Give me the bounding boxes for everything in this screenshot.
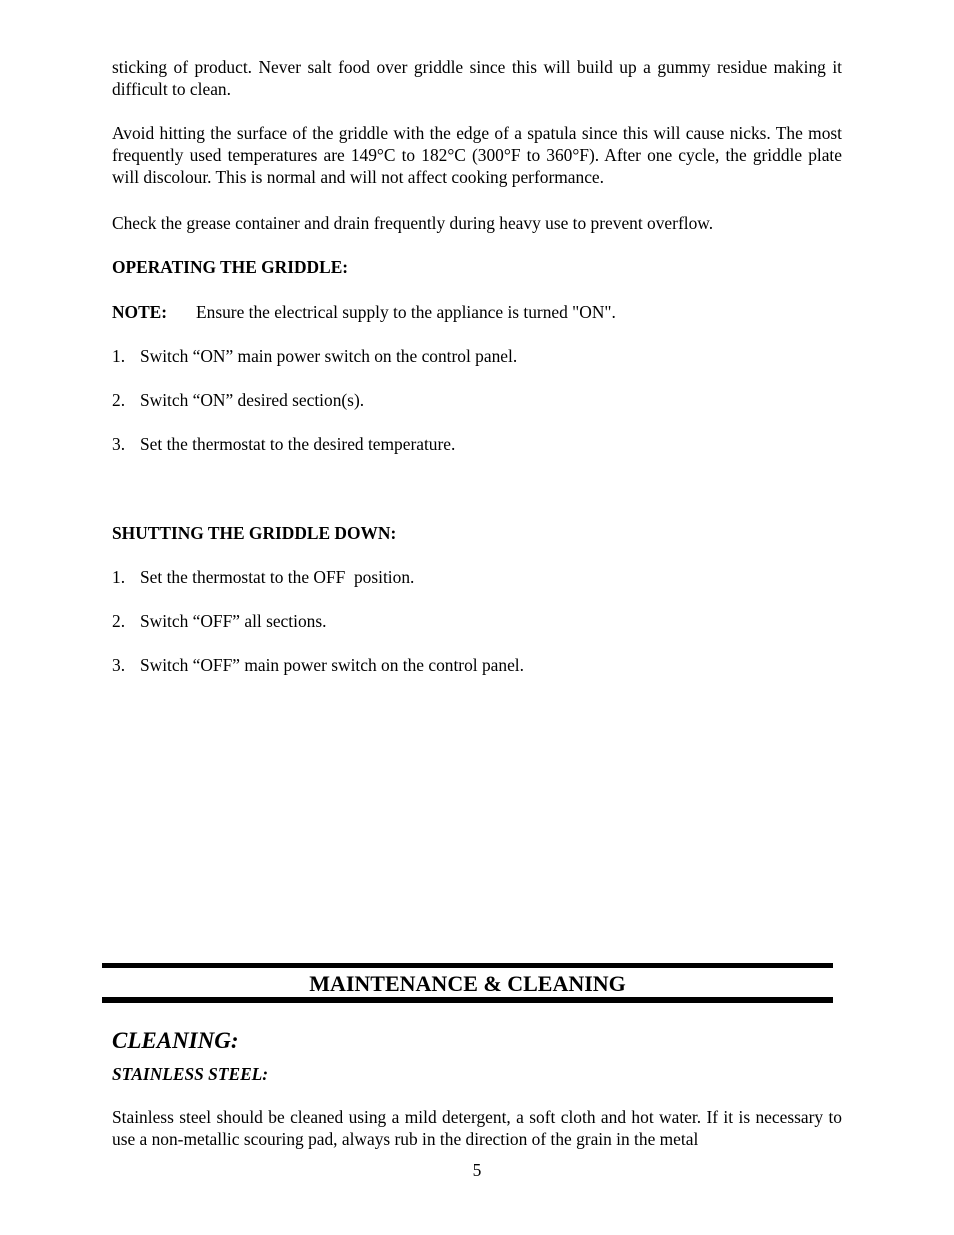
cleaning-heading: CLEANING: [112, 1028, 239, 1053]
step-number: 2. [112, 611, 126, 631]
banner-top-rule [102, 963, 833, 968]
intro-paragraph-1: sticking of product. Never salt food over griddle since this will build up a gummy residue making it difficult to clean. [112, 57, 842, 99]
shutdown-step-1 [112, 566, 842, 588]
step-number: 3. [112, 655, 126, 675]
step-number: 1. [112, 346, 126, 366]
shutdown-step-2 [112, 610, 842, 632]
stainless-paragraph: Stainless steel should be cleaned using a mild detergent, a soft cloth and hot water. If it is necessary to use a non-metallic scouring pad, always rub in the direction of the grain in the metal [112, 1107, 842, 1149]
operating-heading: OPERATING THE GRIDDLE: [112, 257, 349, 277]
step-text: Switch “ON” desired section(s). [140, 390, 365, 410]
stainless-heading: STAINLESS STEEL: [112, 1064, 269, 1084]
note-text: Ensure the electrical supply to the appliance is turned "ON". [196, 302, 616, 322]
step-number: 3. [112, 434, 126, 454]
step-text: Switch “ON” main power switch on the control panel. [140, 346, 518, 366]
banner-bottom-rule [102, 997, 833, 1003]
maintenance-banner-title: MAINTENANCE & CLEANING [309, 971, 626, 996]
operating-step-3 [112, 433, 842, 455]
step-number: 1. [112, 567, 126, 587]
step-text: Switch “OFF” main power switch on the control panel. [140, 655, 524, 675]
operating-step-2 [112, 389, 842, 411]
page-number: 5 [472, 1160, 482, 1180]
operating-note [112, 301, 842, 323]
step-text: Switch “OFF” all sections. [140, 611, 327, 631]
note-label: NOTE: [112, 302, 168, 322]
shutdown-heading: SHUTTING THE GRIDDLE DOWN: [112, 523, 397, 543]
operating-step-1 [112, 345, 842, 367]
intro-paragraph-2: Avoid hitting the surface of the griddle with the edge of a spatula since this will cause nicks. The most frequently used temperatures are 149°C to 182°C (300°F to 360°F). After one cycle, the griddle plate will discolour. This is normal and will not affect cooking performance. [112, 123, 842, 187]
shutdown-step-3 [112, 654, 842, 676]
step-text: Set the thermostat to the OFF position. [140, 567, 415, 587]
step-number: 2. [112, 390, 126, 410]
step-text: Set the thermostat to the desired temperature. [140, 434, 456, 454]
intro-paragraph-3: Check the grease container and drain frequently during heavy use to prevent overflow. [112, 213, 714, 233]
